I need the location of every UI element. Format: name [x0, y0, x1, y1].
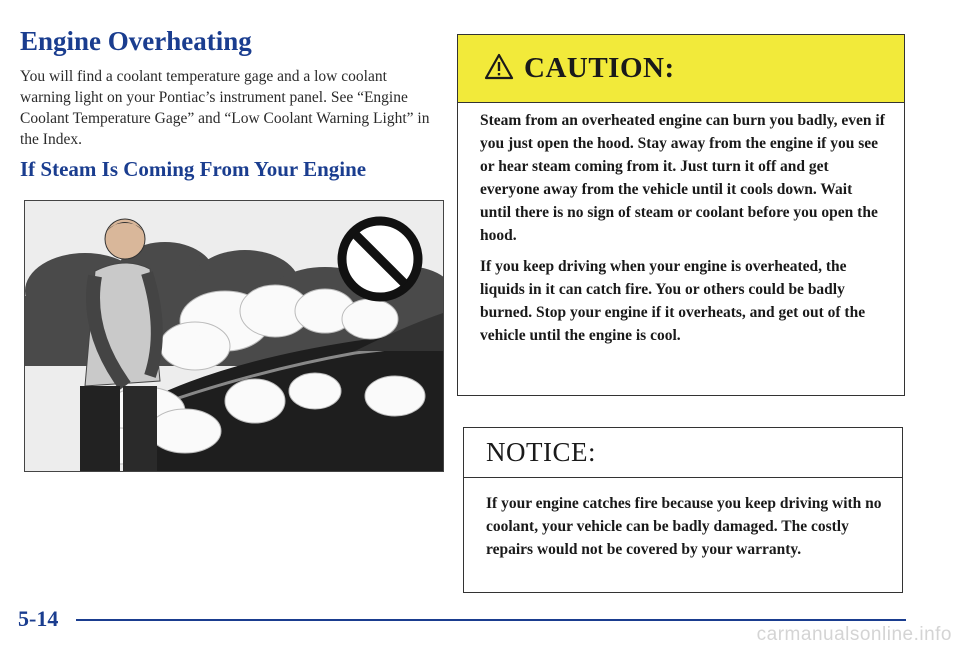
notice-box	[463, 427, 903, 593]
prohibition-icon	[342, 221, 418, 297]
warning-triangle-icon	[484, 53, 514, 85]
caution-header	[458, 35, 904, 103]
steam-illustration	[24, 200, 444, 472]
footer-rule	[76, 619, 906, 621]
intro-paragraph: You will find a coolant temperature gage and a low coolant warning light on your Pontiac’s instrument panel. See “Engine Coolant Temperature Gage” and “Low Coolant Warning Light” in the Index.	[20, 68, 430, 148]
caution-title: CAUTION:	[524, 52, 675, 84]
watermark: carmanualsonline.info	[756, 624, 952, 645]
page-number: 5-14	[18, 606, 59, 631]
caution-paragraph: If you keep driving when your engine is overheated, the liquids in it can catch fire. You or others could be badly burned. Stop your engine if it overheats, and get out of the vehicle until the engine is cool.	[480, 258, 866, 344]
section-subtitle: If Steam Is Coming From Your Engine	[20, 157, 367, 181]
caution-box	[457, 34, 905, 396]
notice-paragraph: If your engine catches fire because you keep driving with no coolant, your vehicle can be badly damaged. The costly repairs would not be covered by your warranty.	[486, 495, 882, 558]
page-title: Engine Overheating	[20, 26, 252, 56]
notice-header	[464, 428, 902, 478]
caution-paragraph: Steam from an overheated engine can burn you badly, even if you just open the hood. Stay away from the engine if you see or hear steam coming from it. Just turn it off and get everyone away from the vehicle until it cools down. Wait until there is no sign of steam or coolant before you open the hood.	[480, 112, 885, 244]
notice-title: NOTICE:	[486, 437, 596, 467]
